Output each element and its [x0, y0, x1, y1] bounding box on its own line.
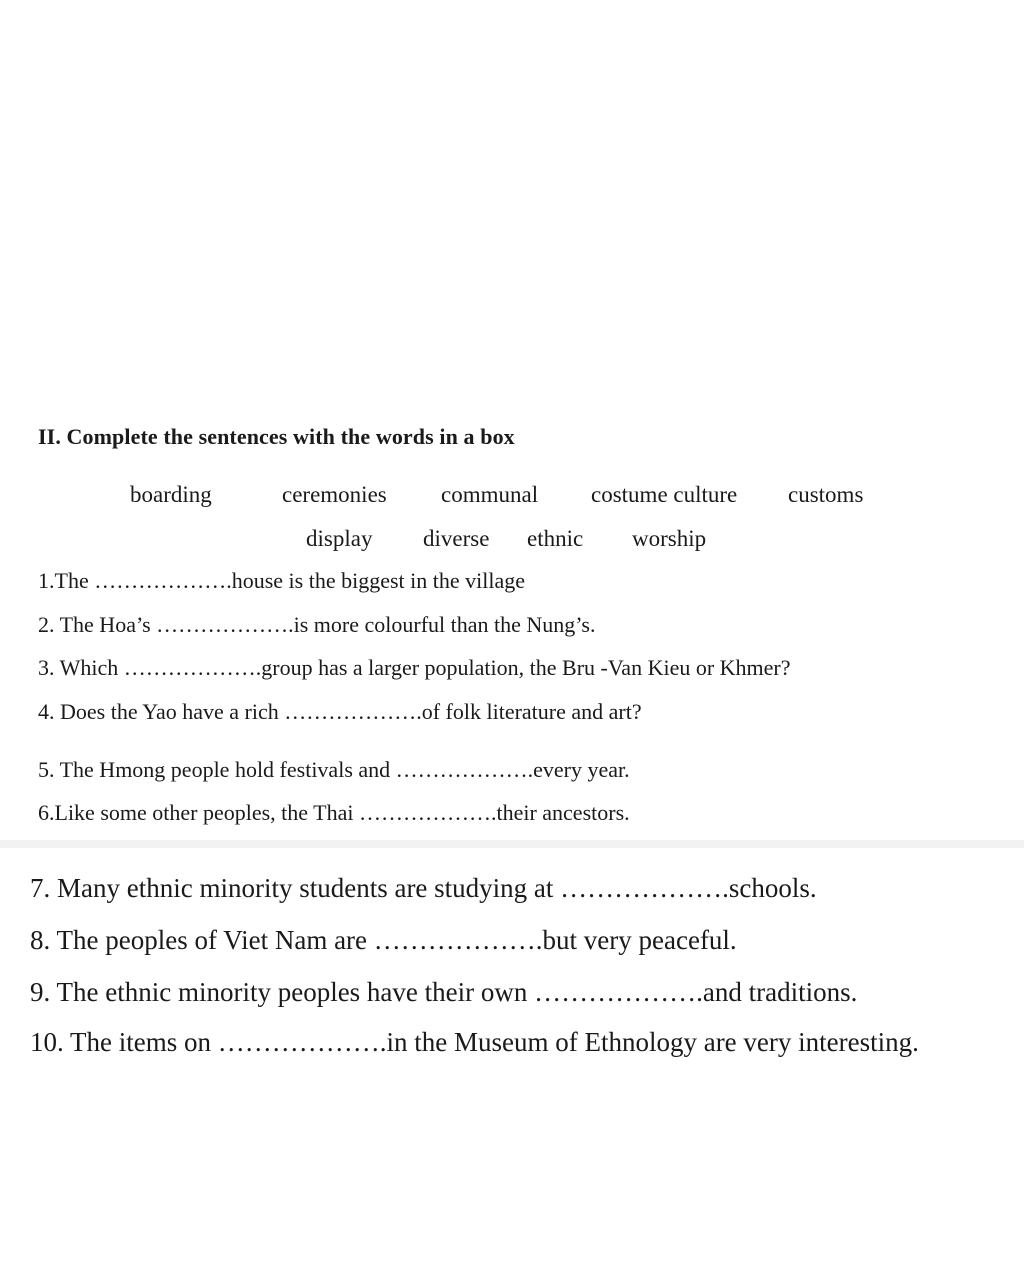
section-divider: [0, 840, 1024, 848]
sentence-5: 5. The Hmong people hold festivals and ……………….every year.: [38, 757, 630, 782]
sentence-1: 1.The ……………….house is the biggest in the village: [38, 568, 525, 593]
exercise-heading: II. Complete the sentences with the words in a box: [38, 424, 515, 449]
sentence-10: 10. The items on ……………….in the Museum of Ethnology are very interesting.: [30, 1027, 919, 1057]
word-boarding: boarding: [130, 482, 212, 507]
sentence-8: 8. The peoples of Viet Nam are ……………….but very peaceful.: [30, 925, 737, 955]
word-communal: communal: [441, 482, 539, 507]
sentence-9: 9. The ethnic minority peoples have their own ……………….and traditions.: [30, 977, 858, 1007]
sentence-7: 7. Many ethnic minority students are studying at ……………….schools.: [30, 873, 817, 903]
word-diverse: diverse: [423, 526, 490, 551]
sentence-3: 3. Which ……………….group has a larger population, the Bru -Van Kieu or Khmer?: [38, 655, 791, 680]
word-ethnic: ethnic: [527, 526, 584, 551]
sentence-4: 4. Does the Yao have a rich ……………….of folk literature and art?: [38, 699, 642, 724]
word-customs: customs: [788, 482, 864, 507]
word-worship: worship: [632, 526, 707, 551]
word-costume-culture: costume culture: [591, 482, 738, 507]
sentence-6: 6.Like some other peoples, the Thai ……………….their ancestors.: [38, 800, 630, 825]
word-ceremonies: ceremonies: [282, 482, 387, 507]
sentence-2: 2. The Hoa’s ……………….is more colourful than the Nung’s.: [38, 612, 596, 637]
word-display: display: [306, 526, 373, 551]
